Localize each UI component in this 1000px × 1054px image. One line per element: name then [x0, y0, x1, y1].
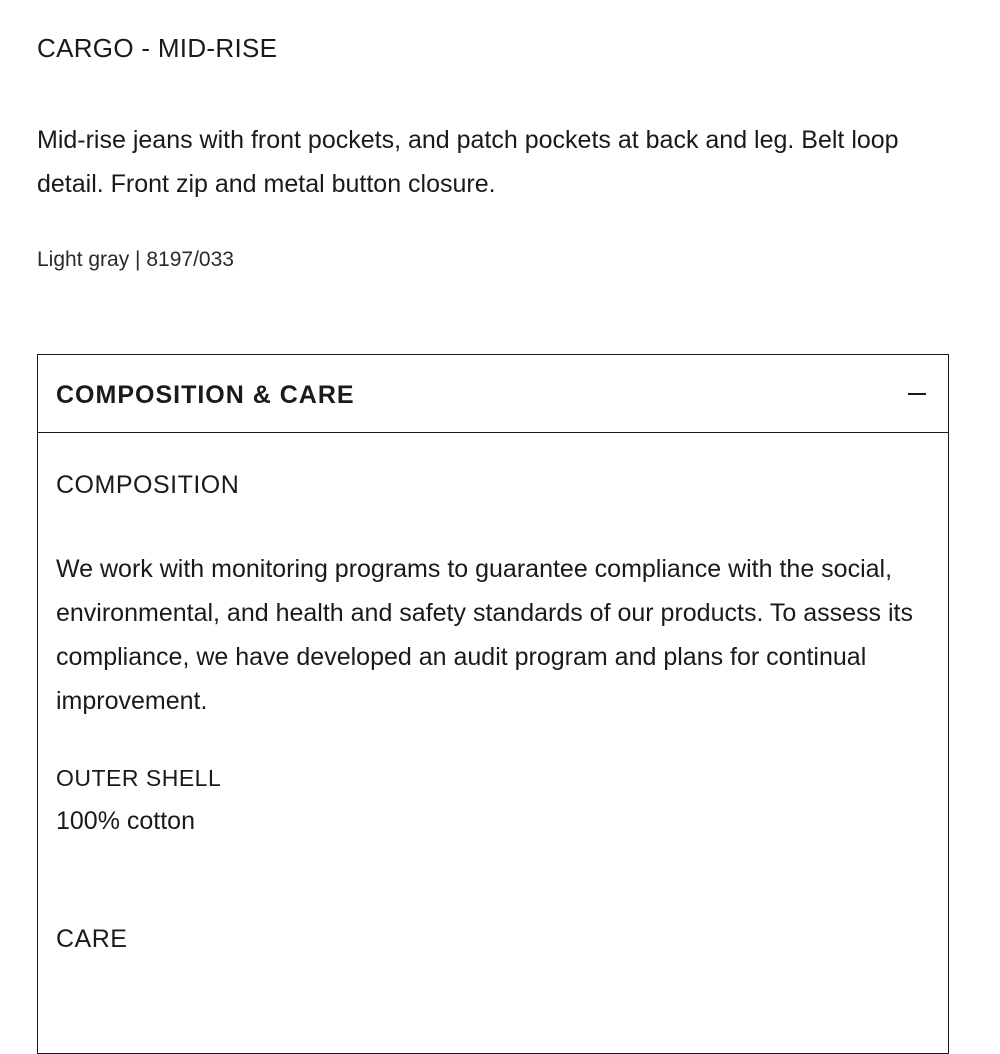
accordion-header[interactable] [38, 355, 948, 433]
minus-icon[interactable] [908, 393, 926, 395]
care-heading: CARE [56, 925, 128, 953]
composition-care-accordion [37, 354, 949, 1054]
outer-shell-value: 100% cotton [56, 807, 195, 835]
accordion-title: COMPOSITION & CARE [56, 381, 355, 409]
composition-heading: COMPOSITION [56, 471, 240, 499]
composition-text: We work with monitoring programs to guarantee compliance with the social, environmental, and health and safety standards of our products. To assess its compliance, we have developed an audit program and plans for continual improvement. [56, 555, 913, 715]
product-title: CARGO - MID-RISE [37, 33, 278, 63]
product-description: Mid-rise jeans with front pockets, and patch pockets at back and leg. Belt loop detail. Front zip and metal button closure. [37, 126, 899, 198]
outer-shell-label: OUTER SHELL [56, 765, 222, 791]
product-color-reference: Light gray | 8197/033 [37, 248, 234, 271]
